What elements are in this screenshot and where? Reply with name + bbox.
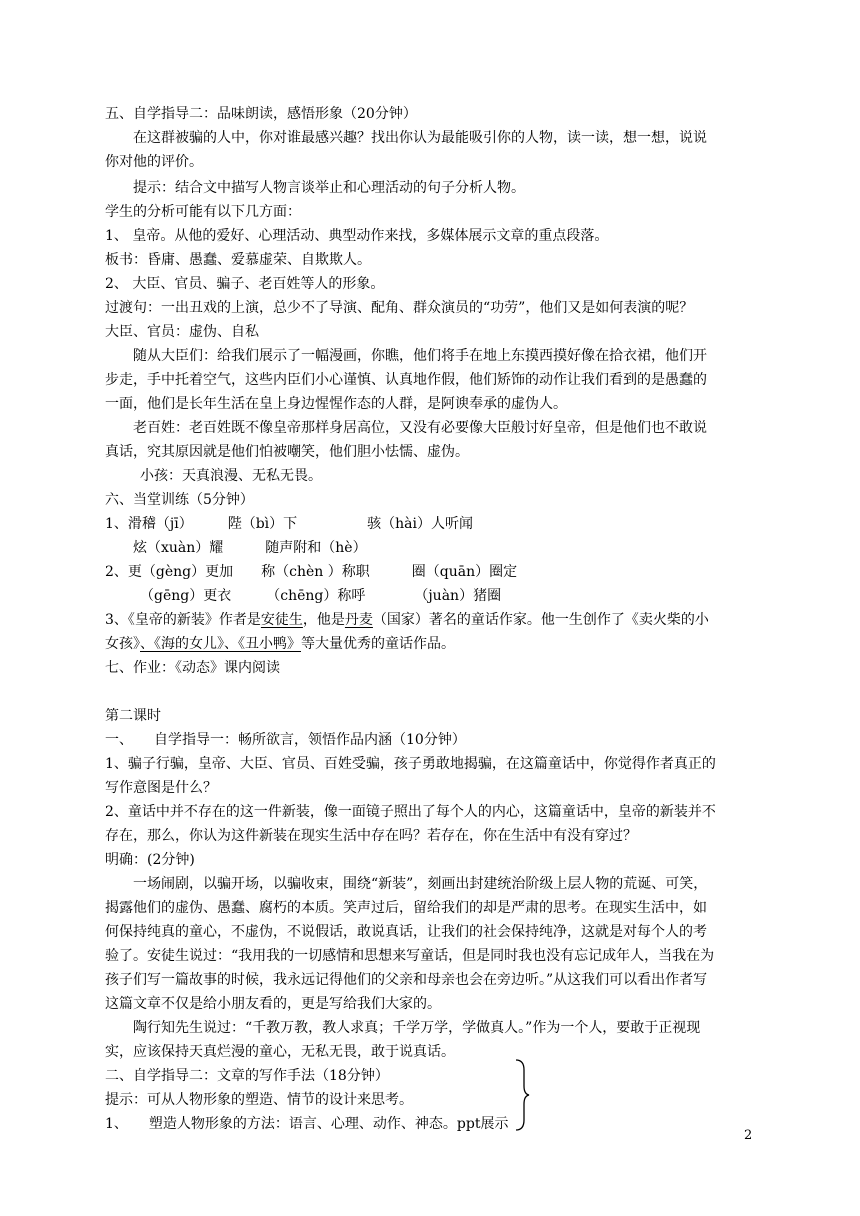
exercise-line: 1、滑稽（jī） 陛（bì）下 骇（hài）人听闻 bbox=[105, 516, 474, 532]
author-line: 3、《皇帝的新装》作者是安徒生，他是丹麦（国家）著名的童话作家。他一生创作了《卖火柴的小 bbox=[105, 612, 709, 628]
paragraph-line: 实，应该保持天真烂漫的童心，无私无畏，敢于说真话。 bbox=[105, 1044, 455, 1060]
paragraph-line: 孩子们写一篇故事的时候，我永远记得他们的父亲和母亲也会在旁边听。”从这我们可以看出作者写 bbox=[105, 972, 708, 988]
author-country: 丹麦 bbox=[344, 612, 373, 628]
board-notes: 板书：昏庸、愚蠢、爱慕虚荣、自欺欺人。 bbox=[105, 252, 371, 268]
section-6-heading: 六、当堂训练（5分钟） bbox=[105, 492, 254, 508]
exercise-line: 2、更（gèng）更加 称（chèn ）称职 圈（quān）圈定 bbox=[105, 564, 518, 580]
paragraph-line: 一面，他们是长年生活在皇上身边惺惺作态的人群，是阿谀奉承的虚伪人。 bbox=[105, 396, 567, 412]
question-line: 2、童话中并不存在的这一件新装，像一面镜子照出了每个人的内心，这篇童话中，皇帝的新装并不 bbox=[105, 804, 716, 820]
brace-icon bbox=[514, 1058, 530, 1132]
paragraph-line: 步走，手中托着空气，这些内臣们小心谨慎、认真地作假，他们矫饰的动作让我们看到的是愚蠢的 bbox=[105, 372, 707, 388]
exercise-line: 炫（xuàn）耀 随声附和（hè） bbox=[133, 540, 367, 556]
paragraph-line: 这篇文章不仅是给小朋友看的，更是写给我们大家的。 bbox=[105, 996, 441, 1012]
paragraph-line: 你对他的评价。 bbox=[105, 154, 203, 170]
page-number: 2 bbox=[744, 1128, 753, 1143]
paragraph-line: 随从大臣们：给我们展示了一幅漫画，你瞧，他们将手在地上东摸西摸好像在拾衣裙，他们开 bbox=[133, 348, 707, 364]
paragraph-line: 揭露他们的虚伪、愚蠢、腐朽的本质。笑声过后，留给我们的却是严肃的思考。在现实生活中，如 bbox=[105, 900, 707, 916]
question-line: 1、骗子行骗，皇帝、大臣、官员、百姓受骗，孩子勇敢地揭骗，在这篇童话中，你觉得作者真正的 bbox=[105, 756, 716, 772]
hint-line: 提示：结合文中描写人物言谈举止和心理活动的句子分析人物。 bbox=[133, 180, 525, 196]
clarify-line: 明确：(2分钟) bbox=[105, 852, 195, 868]
transition-line: 过渡句：一出丑戏的上演，总少不了导演、配角、群众演员的“功劳”，他们又是如何表演的呢？ bbox=[105, 300, 694, 316]
paragraph-line: 小孩：天真浪漫、无私无畏。 bbox=[140, 468, 322, 484]
section-1-heading: 一、 自学指导一：畅所欲言，领悟作品内涵（10分钟） bbox=[105, 732, 466, 748]
work-title: 、《丑小鸭》 bbox=[224, 636, 301, 652]
paragraph-line: 在这群被骗的人中，你对谁最感兴趣？找出你认为最能吸引你的人物，读一读，想一想，说说 bbox=[133, 130, 707, 146]
paragraph-line: 大臣、官员：虚伪、自私 bbox=[105, 324, 259, 340]
list-item: 1、 皇帝。从他的爱好、心理活动、典型动作来找，多媒体展示文章的重点段落。 bbox=[105, 228, 609, 244]
paragraph-line: 验了。安徒生说过：“我用我的一切感情和思想来写童话，但是同时我也没有忘记成年人，当我在为 bbox=[105, 948, 715, 964]
question-line: 写作意图是什么？ bbox=[105, 780, 217, 796]
section-7-heading: 七、作业：《动态》课内阅读 bbox=[105, 660, 280, 676]
author-name: 安徒生 bbox=[260, 612, 303, 628]
list-item: 2、 大臣、官员、骗子、老百姓等人的形象。 bbox=[105, 276, 385, 292]
paragraph-line: 何保持纯真的童心，不虚伪，不说假话，敢说真话，让我们的社会保持纯净，这就是对每个人的考 bbox=[105, 924, 707, 940]
lesson-2-title: 第二课时 bbox=[105, 708, 161, 724]
paragraph-line: 陶行知先生说过：“千教万教，教人求真；千学万学，学做真人。”作为一个人，要敢于正视现 bbox=[133, 1020, 701, 1036]
hint-line: 提示：可从人物形象的塑造、情节的设计来思考。 bbox=[105, 1092, 413, 1108]
question-line: 存在，那么，你认为这件新装在现实生活中存在吗？若存在，你在生活中有没有穿过？ bbox=[105, 828, 637, 844]
paragraph-line: 学生的分析可能有以下几方面： bbox=[105, 204, 301, 220]
works-line: 女孩》、《海的女儿》、《丑小鸭》等大量优秀的童话作品。 bbox=[105, 636, 455, 652]
section-5-heading: 五、自学指导二：品味朗读，感悟形象（20分钟） bbox=[105, 106, 417, 122]
method-line: 1、 塑造人物形象的方法：语言、心理、动作、神态。ppt展示 bbox=[105, 1116, 509, 1132]
section-2-heading: 二、自学指导二：文章的写作手法（18分钟） bbox=[105, 1068, 389, 1084]
paragraph-line: 一场闹剧，以骗开场，以骗收束，围绕“新装”，刻画出封建统治阶级上层人物的荒诞、可笑， bbox=[133, 876, 708, 892]
paragraph-line: 老百姓：老百姓既不像皇帝那样身居高位，又没有必要像大臣般讨好皇帝，但是他们也不敢说 bbox=[133, 420, 707, 436]
exercise-line: （gēng）更衣 （chēng）称呼 （juàn）猪圈 bbox=[140, 588, 502, 604]
work-title: 、《海的女儿》 bbox=[140, 636, 224, 652]
paragraph-line: 真话，究其原因就是他们怕被嘲笑，他们胆小怯懦、虚伪。 bbox=[105, 444, 469, 460]
